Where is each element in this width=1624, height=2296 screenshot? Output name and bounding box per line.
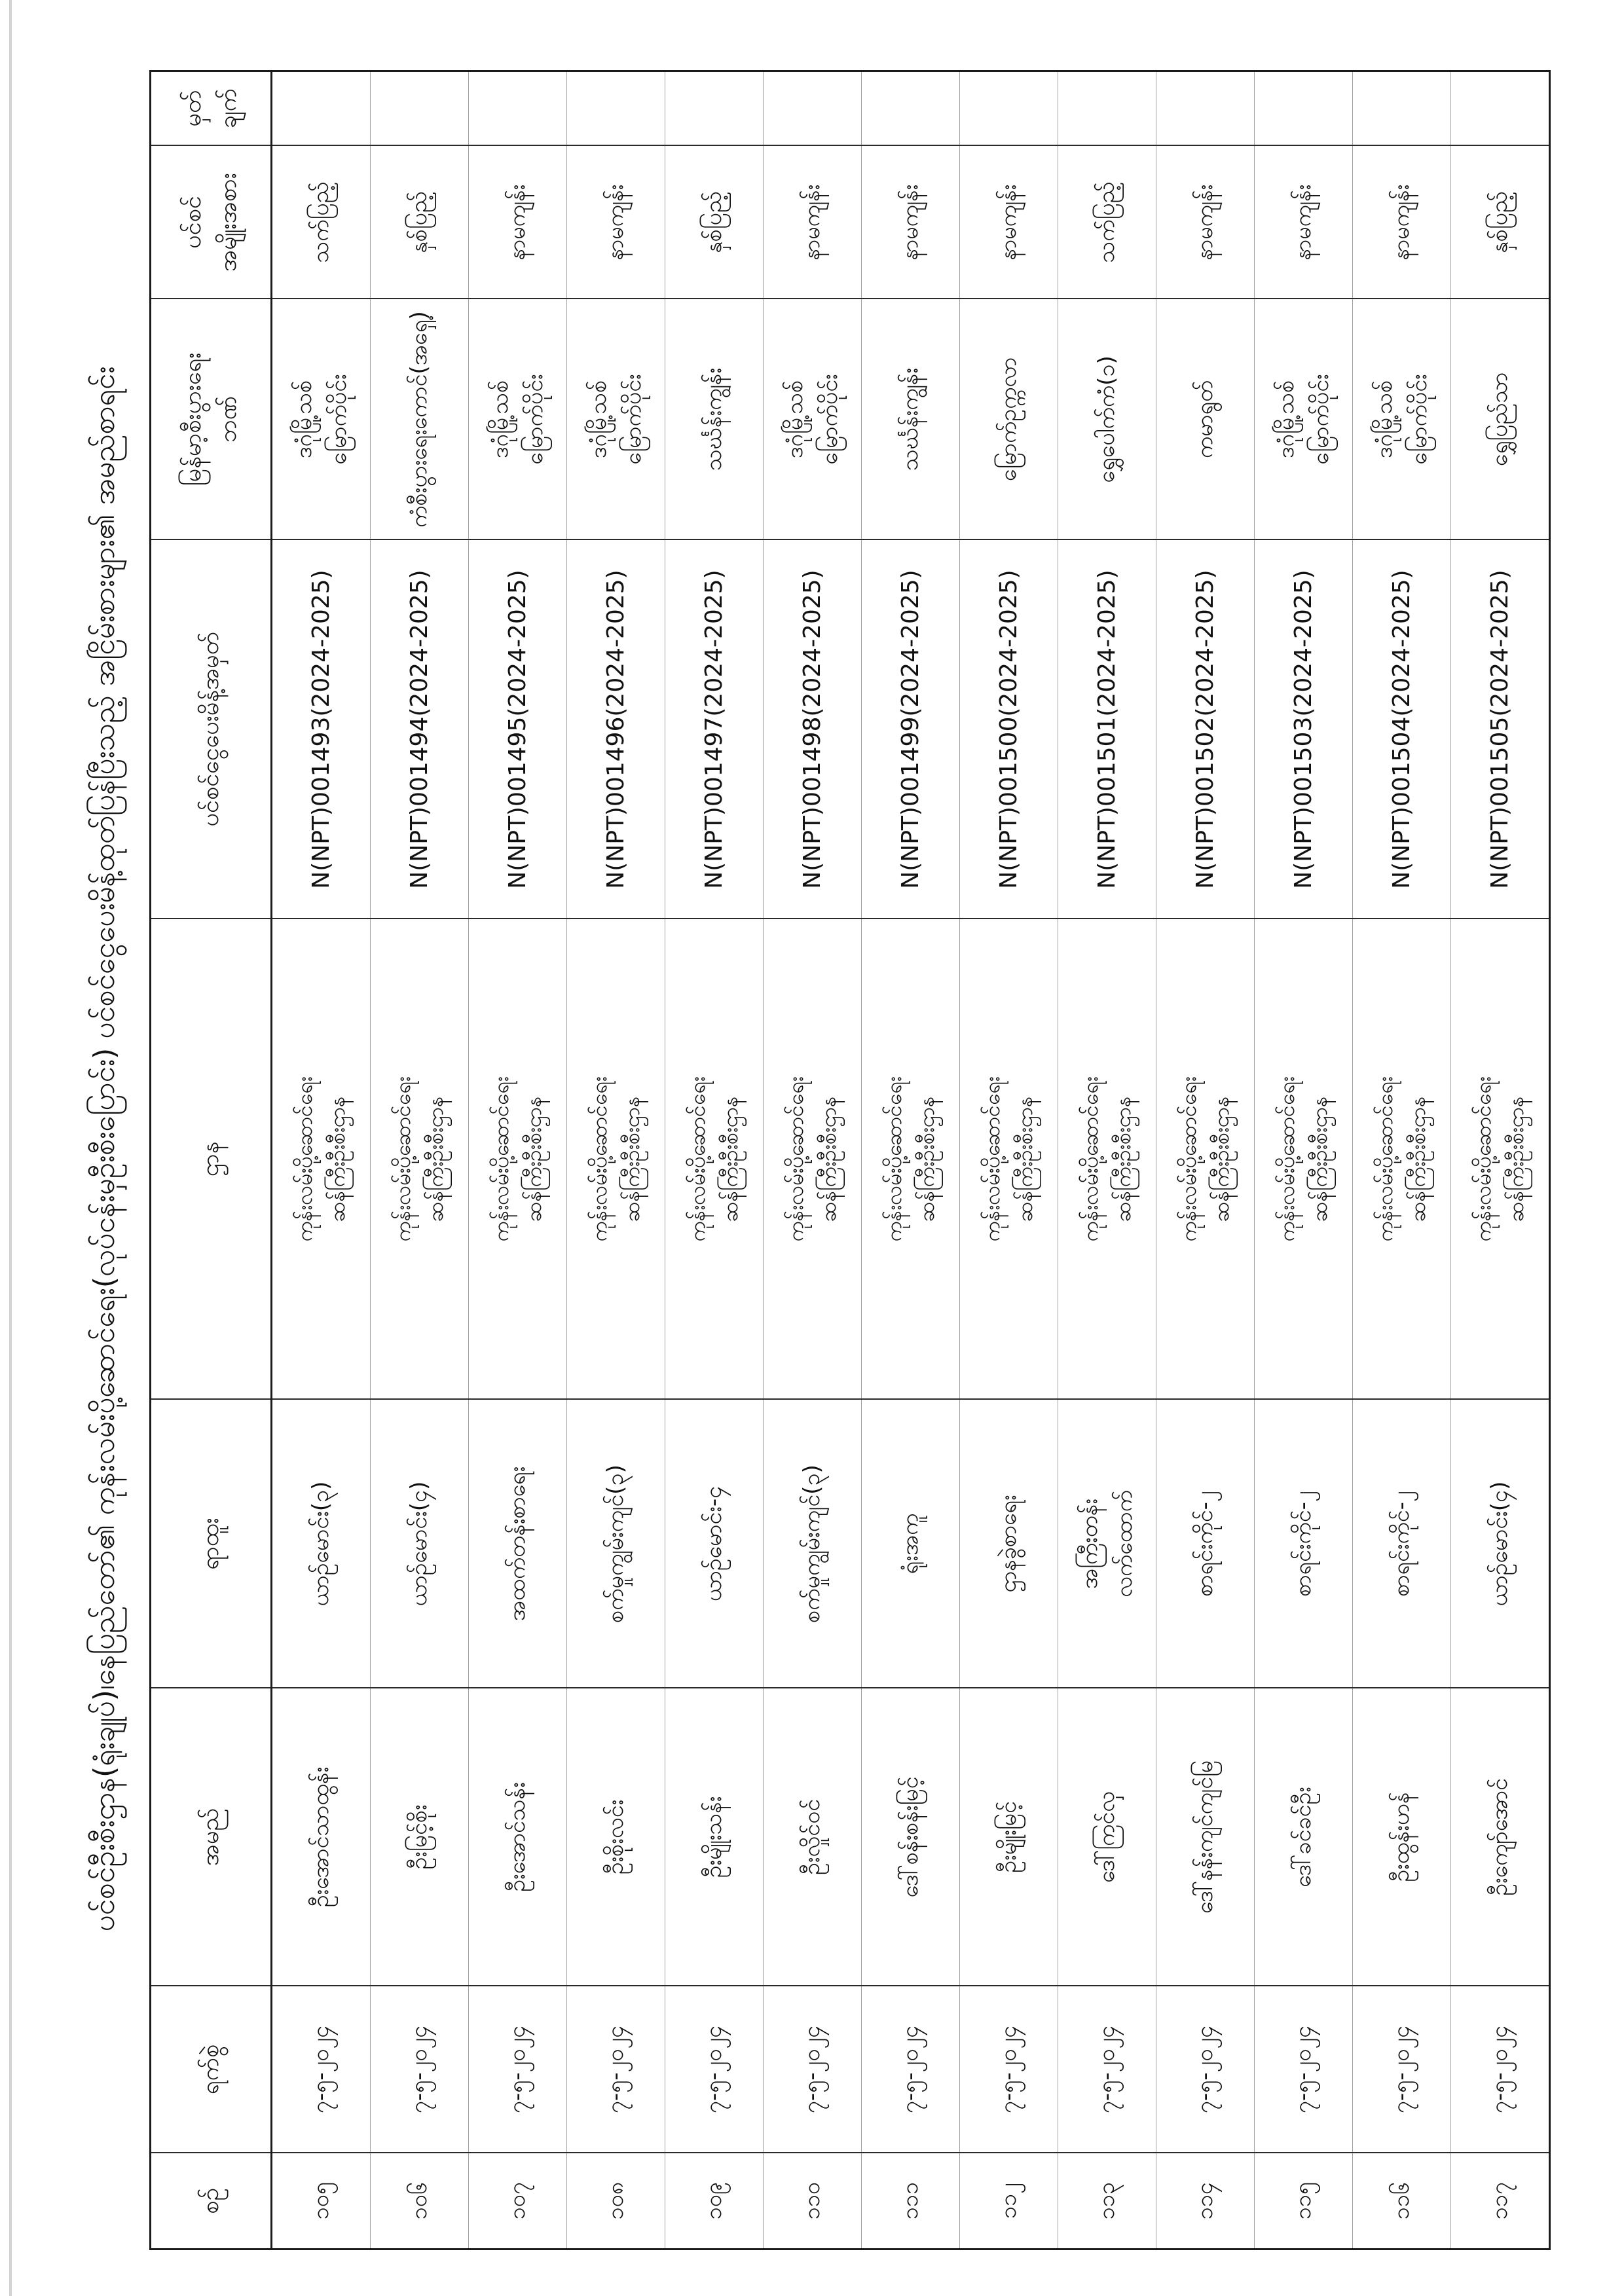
retiree-table — [149, 70, 1551, 2250]
serial-cell: ၁၁၂ — [960, 2153, 1058, 2250]
remarks-cell — [1156, 71, 1255, 146]
bank-branch-cell: ဒဂုံမြို့သစ် မြောက်ပိုင်း — [567, 299, 665, 540]
serial-cell: ၁၀၅ — [272, 2153, 371, 2250]
table-row — [1058, 71, 1156, 2250]
date-cell: ၇-၅-၂၀၂၄ — [1451, 1986, 1550, 2153]
position-cell: စာရင်းကိုင်-၂ — [1255, 1400, 1353, 1688]
date-cell: ၇-၅-၂၀၂၄ — [1058, 1986, 1156, 2153]
remarks-cell — [469, 71, 567, 146]
pension-type-cell: နာမကျန်း — [1353, 146, 1451, 299]
pension-order-no-cell: N(NPT)001503(2024-2025) — [1255, 540, 1353, 919]
table-body — [272, 71, 1550, 2250]
name-cell: ဦးကျော်အောင် — [1451, 1688, 1550, 1986]
remarks-cell — [764, 71, 862, 146]
position-cell: စာရင်းကိုင်-၂ — [1156, 1400, 1255, 1688]
pension-order-no-cell: N(NPT)001496(2024-2025) — [567, 540, 665, 919]
remarks-cell — [1058, 71, 1156, 146]
position-cell: အထက်တန်းစာရေး — [469, 1400, 567, 1688]
department-cell: ကုန်းလမ်းပို့ဆောင်ရေး ဆန်ကြီးဦးစီးဌာန — [469, 919, 567, 1400]
pension-order-no-cell: N(NPT)001504(2024-2025) — [1353, 540, 1451, 919]
bank-branch-cell: ဒဂုံမြို့သစ် မြောက်ပိုင်း — [1353, 299, 1451, 540]
name-cell: ဒေါ်နန်းကျင်ကျင်မြ — [1156, 1688, 1255, 1986]
pension-type-cell: နာမကျန်း — [960, 146, 1058, 299]
position-cell: အကြီးတန်း လက်ထောက် — [1058, 1400, 1156, 1688]
document-title: ပင်စင်ဦးစီးဌာန(ရုံးချုပ်)၊နေပြည်တော်၏ ကုန်းလမ်းပို့ဆောင်ရေး(လုပ်ငန်းမှဦးစီးပြောင်း) ပင်စင်ငွေပေးမိန့်ထုတ်ပြန်ပြီးသည့် အငြိမ်းစားများ၏ အမည်စာရင်း — [88, 366, 121, 1932]
remarks-cell — [1255, 71, 1353, 146]
pension-type-cell: နာမကျန်း — [1156, 146, 1255, 299]
position-cell: ဌာနခွဲစာရေး — [960, 1400, 1058, 1688]
header-pension-order-no: ပင်စင်ငွေပေးမိန့်အမှတ် — [151, 540, 272, 919]
table-header — [151, 71, 272, 2250]
serial-cell: ၁၁၁ — [862, 2153, 960, 2250]
pension-order-no-cell: N(NPT)001494(2024-2025) — [371, 540, 469, 919]
pension-order-no-cell: N(NPT)001501(2024-2025) — [1058, 540, 1156, 919]
serial-cell: ၁၀၆ — [371, 2153, 469, 2250]
department-cell: ကုန်းလမ်းပို့ဆောင်ရေး ဆန်ကြီးဦးစီးဌာန — [1255, 919, 1353, 1400]
pension-type-cell: နှစ်ပြည့် — [371, 146, 469, 299]
bank-branch-cell: ဒဂုံမြို့သစ် မြောက်ပိုင်း — [272, 299, 371, 540]
table-row — [960, 71, 1058, 2250]
serial-cell: ၁၀၇ — [469, 2153, 567, 2250]
date-cell: ၇-၅-၂၀၂၄ — [960, 1986, 1058, 2153]
pension-order-no-cell: N(NPT)001498(2024-2025) — [764, 540, 862, 919]
pension-type-cell: သက်ပြည့် — [1058, 146, 1156, 299]
pension-order-no-cell: N(NPT)001497(2024-2025) — [665, 540, 764, 919]
remarks-cell — [960, 71, 1058, 146]
serial-cell: ၁၁၄ — [1156, 2153, 1255, 2250]
department-cell: ကုန်းလမ်းပို့ဆောင်ရေး ဆန်ကြီးဦးစီးဌာန — [862, 919, 960, 1400]
serial-cell: ၁၁၆ — [1353, 2153, 1451, 2250]
table-row — [567, 71, 665, 2250]
name-cell: ဦးစိုးလင်း — [567, 1688, 665, 1986]
date-cell: ၇-၅-၂၀၂၄ — [567, 1986, 665, 2153]
date-cell: ၇-၅-၂၀၂၄ — [272, 1986, 371, 2153]
date-cell: ၇-၅-၂၀၂၄ — [665, 1986, 764, 2153]
serial-cell: ၁၁၀ — [764, 2153, 862, 2250]
pension-order-no-cell: N(NPT)001495(2024-2025) — [469, 540, 567, 919]
name-cell: ဦးမျိုးမြင့် — [960, 1688, 1058, 1986]
pension-order-no-cell: N(NPT)001499(2024-2025) — [862, 540, 960, 919]
header-name: အမည် — [151, 1688, 272, 1986]
pension-type-cell: နာမကျန်း — [764, 146, 862, 299]
bank-branch-cell: ရွှေပြည်သာ — [1451, 299, 1550, 540]
table-row — [1353, 71, 1451, 2250]
name-cell: ဦးထွန်းဟန် — [1353, 1688, 1451, 1986]
remarks-cell — [272, 71, 371, 146]
name-cell: ဒေါ်စန်းစန်းမြင့် — [862, 1688, 960, 1986]
date-cell: ၇-၅-၂၀၂၄ — [1353, 1986, 1451, 2153]
position-cell: ယာဉ်မောင်း(၄) — [1451, 1400, 1550, 1688]
remarks-cell — [1353, 71, 1451, 146]
department-cell: ကုန်းလမ်းပို့ဆောင်ရေး ဆန်ကြီးဦးစီးဌာန — [371, 919, 469, 1400]
date-cell: ၇-၅-၂၀၂၄ — [371, 1986, 469, 2153]
bank-branch-cell: ဒဂုံမြို့သစ် မြောက်ပိုင်း — [469, 299, 567, 540]
header-department: ဌာန — [151, 919, 272, 1400]
name-cell: ဦးအောင်သာထွန်း — [272, 1688, 371, 1986]
serial-cell: ၁၀၈ — [567, 2153, 665, 2250]
position-cell: ယာဉ်မောင်း-၄ — [665, 1400, 764, 1688]
name-cell: ဒေါ်ခင်ခင်ဦး — [1255, 1688, 1353, 1986]
table-row — [272, 71, 371, 2250]
header-pension-type: ပင်စင် အမျိုးအစား — [151, 146, 272, 299]
name-cell: ဦးလှိုင်ဝင် — [764, 1688, 862, 1986]
remarks-cell — [567, 71, 665, 146]
department-cell: ကုန်းလမ်းပို့ဆောင်ရေး ဆန်ကြီးဦးစီးဌာန — [1156, 919, 1255, 1400]
department-cell: ကုန်းလမ်းပို့ဆောင်ရေး ဆန်ကြီးဦးစီးဌာန — [1353, 919, 1451, 1400]
position-cell: ယာဉ်မောင်း(၄) — [371, 1400, 469, 1688]
remarks-cell — [665, 71, 764, 146]
remarks-cell — [371, 71, 469, 146]
department-cell: ကုန်းလမ်းပို့ဆောင်ရေး ဆန်ကြီးဦးစီးဌာန — [665, 919, 764, 1400]
table-row — [862, 71, 960, 2250]
bank-branch-cell: ဒဂုံမြို့သစ် မြောက်ပိုင်း — [1255, 299, 1353, 540]
header-row — [151, 71, 272, 2250]
table-row — [764, 71, 862, 2250]
bank-branch-cell: ရွှေပေါက်ကံ(၁) — [1058, 299, 1156, 540]
department-cell: ကုန်းလမ်းပို့ဆောင်ရေး ဆန်ကြီးဦးစီးဌာန — [272, 919, 371, 1400]
serial-cell: ၁၁၅ — [1255, 2153, 1353, 2250]
name-cell: ဦးမျိုးသန်း — [665, 1688, 764, 1986]
table-row — [1255, 71, 1353, 2250]
department-cell: ကုန်းလမ်းပို့ဆောင်ရေး ဆန်ကြီးဦးစီးဌာန — [1451, 919, 1550, 1400]
table-row — [469, 71, 567, 2250]
table-row — [1156, 71, 1255, 2250]
table-row — [371, 71, 469, 2250]
position-cell: ယာဉ်မောင်း(၃) — [272, 1400, 371, 1688]
pension-type-cell: နာမကျန်း — [862, 146, 960, 299]
date-cell: ၇-၅-၂၀၂၄ — [469, 1986, 567, 2153]
remarks-cell — [862, 71, 960, 146]
position-cell: စက်မှုကျွမ်းကျင်(၃) — [567, 1400, 665, 1688]
header-no: စဉ် — [151, 2153, 272, 2250]
date-cell: ၇-၅-၂၀၂၄ — [862, 1986, 960, 2153]
name-cell: ဦးအောင်သန်း — [469, 1688, 567, 1986]
pension-order-no-cell: N(NPT)001505(2024-2025) — [1451, 540, 1550, 919]
bank-branch-cell: ကမာရွတ် — [1156, 299, 1255, 540]
position-cell: စက်မှုကျွမ်းကျင်(၃) — [764, 1400, 862, 1688]
department-cell: ကုန်းလမ်းပို့ဆောင်ရေး ဆန်ကြီးဦးစီးဌာန — [567, 919, 665, 1400]
pension-type-cell: နှစ်ပြည့် — [1451, 146, 1550, 299]
position-cell: စာရင်းကိုင်-၂ — [1353, 1400, 1451, 1688]
name-cell: ဦးမြင့်စိုး — [371, 1688, 469, 1986]
date-cell: ၇-၅-၂၀၂၄ — [764, 1986, 862, 2153]
table-row — [665, 71, 764, 2250]
remarks-cell — [1451, 71, 1550, 146]
pension-type-cell: နာမကျန်း — [1255, 146, 1353, 299]
department-cell: ကုန်းလမ်းပို့ဆောင်ရေး ဆန်ကြီးဦးစီးဌာန — [960, 919, 1058, 1400]
position-cell: ရုံးအကူ — [862, 1400, 960, 1688]
date-cell: ၇-၅-၂၀၂၄ — [1156, 1986, 1255, 2153]
header-remarks: မှတ် ချက် — [151, 71, 272, 146]
department-cell: ကုန်းလမ်းပို့ဆောင်ရေး ဆန်ကြီးဦးစီးဌာန — [1058, 919, 1156, 1400]
pension-type-cell: နာမကျန်း — [567, 146, 665, 299]
serial-cell: ၁၁၇ — [1451, 2153, 1550, 2250]
name-cell: ဒေါ်ကြင်လှ — [1058, 1688, 1156, 1986]
header-date: ရက်စွဲ — [151, 1986, 272, 2153]
bank-branch-cell: မြောက်ဥက္ကလာ — [960, 299, 1058, 540]
date-cell: ၇-၅-၂၀၂၄ — [1255, 1986, 1353, 2153]
serial-cell: ၁၀၉ — [665, 2153, 764, 2250]
pension-order-no-cell: N(NPT)001500(2024-2025) — [960, 540, 1058, 919]
pension-order-no-cell: N(NPT)001493(2024-2025) — [272, 540, 371, 919]
header-position: ရာထူး — [151, 1400, 272, 1688]
bank-branch-cell: သင်္ဃန်းကျွန်း — [862, 299, 960, 540]
pension-type-cell: သက်ပြည့် — [272, 146, 371, 299]
bank-branch-cell: သင်္ဃန်းကျွန်း — [665, 299, 764, 540]
pension-type-cell: နာမကျန်း — [469, 146, 567, 299]
pension-order-no-cell: N(NPT)001502(2024-2025) — [1156, 540, 1255, 919]
table-row — [1451, 71, 1550, 2250]
bank-branch-cell: ကံစီးပွားရေးကောင်(အရှေ့) — [371, 299, 469, 540]
header-bank-branch: မြန်မာ့စီးပွားရေး ဘဏ် — [151, 299, 272, 540]
pension-type-cell: နှစ်ပြည့် — [665, 146, 764, 299]
department-cell: ကုန်းလမ်းပို့ဆောင်ရေး ဆန်ကြီးဦးစီးဌာန — [764, 919, 862, 1400]
bank-branch-cell: ဒဂုံမြို့သစ် မြောက်ပိုင်း — [764, 299, 862, 540]
serial-cell: ၁၁၃ — [1058, 2153, 1156, 2250]
